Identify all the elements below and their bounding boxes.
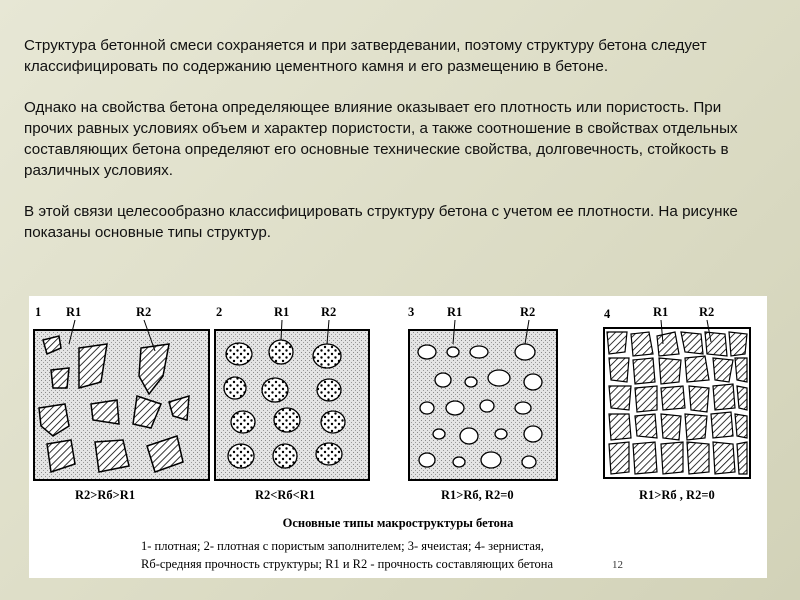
panel-1-r1-label: R1 — [66, 305, 82, 319]
panel-1-r2-label: R2 — [136, 305, 152, 319]
figure-caption-title: Основные типы макроструктуры бетона — [282, 516, 514, 530]
panel-2-r2-label: R2 — [321, 305, 337, 319]
panel-1 — [34, 305, 209, 502]
panel-4-r1-label: R1 — [653, 305, 669, 319]
panel-2-r1-label: R1 — [274, 305, 290, 319]
panel-2 — [215, 305, 369, 502]
figure-caption-line-2: Rб-средняя прочность структуры; R1 и R2 - прочность составляющих бетона — [141, 557, 554, 571]
panel-2-number: 2 — [216, 305, 223, 319]
panel-3-condition: R1>Rб, R2=0 — [441, 488, 514, 502]
body-text — [24, 35, 769, 263]
paragraph-2: Однако на свойства бетона определяющее влияние оказывает его плотность или пористость. При прочих равных условиях объем и характер пористости, а также соотношение в свойствах отдельных составляющих бетона определяют его основные технические свойства, долговечность, стойкость в различных условиях. — [24, 99, 738, 179]
panel-1-number: 1 — [35, 305, 42, 319]
panel-4-number: 4 — [604, 307, 611, 321]
panel-1-condition: R2>Rб>R1 — [75, 488, 136, 502]
paragraph-3: В этой связи целесообразно классифицировать структуру бетона с учетом ее плотности. На рисунке показаны основные типы структур. — [24, 203, 738, 241]
page-number: 12 — [612, 559, 623, 571]
panel-4 — [604, 305, 750, 502]
figure-caption-line-1: 1- плотная; 2- плотная с пористым заполнителем; 3- ячеистая; 4- зернистая, — [141, 539, 544, 553]
panel-3-r1-label: R1 — [447, 305, 463, 319]
concrete-structure-figure — [29, 296, 767, 578]
panel-3-number: 3 — [408, 305, 415, 319]
panel-4-condition: R1>Rб , R2=0 — [639, 488, 715, 502]
panel-2-condition: R2<Rб<R1 — [255, 488, 316, 502]
panel-3-r2-label: R2 — [520, 305, 536, 319]
figure-diagram — [29, 296, 767, 578]
panel-4-r2-label: R2 — [699, 305, 715, 319]
paragraph-1: Структура бетонной смеси сохраняется и при затвердевании, поэтому структуру бетона следует классифицировать по содержанию цементного камня и его размещению в бетоне. — [24, 37, 707, 75]
panel-3 — [408, 305, 557, 502]
